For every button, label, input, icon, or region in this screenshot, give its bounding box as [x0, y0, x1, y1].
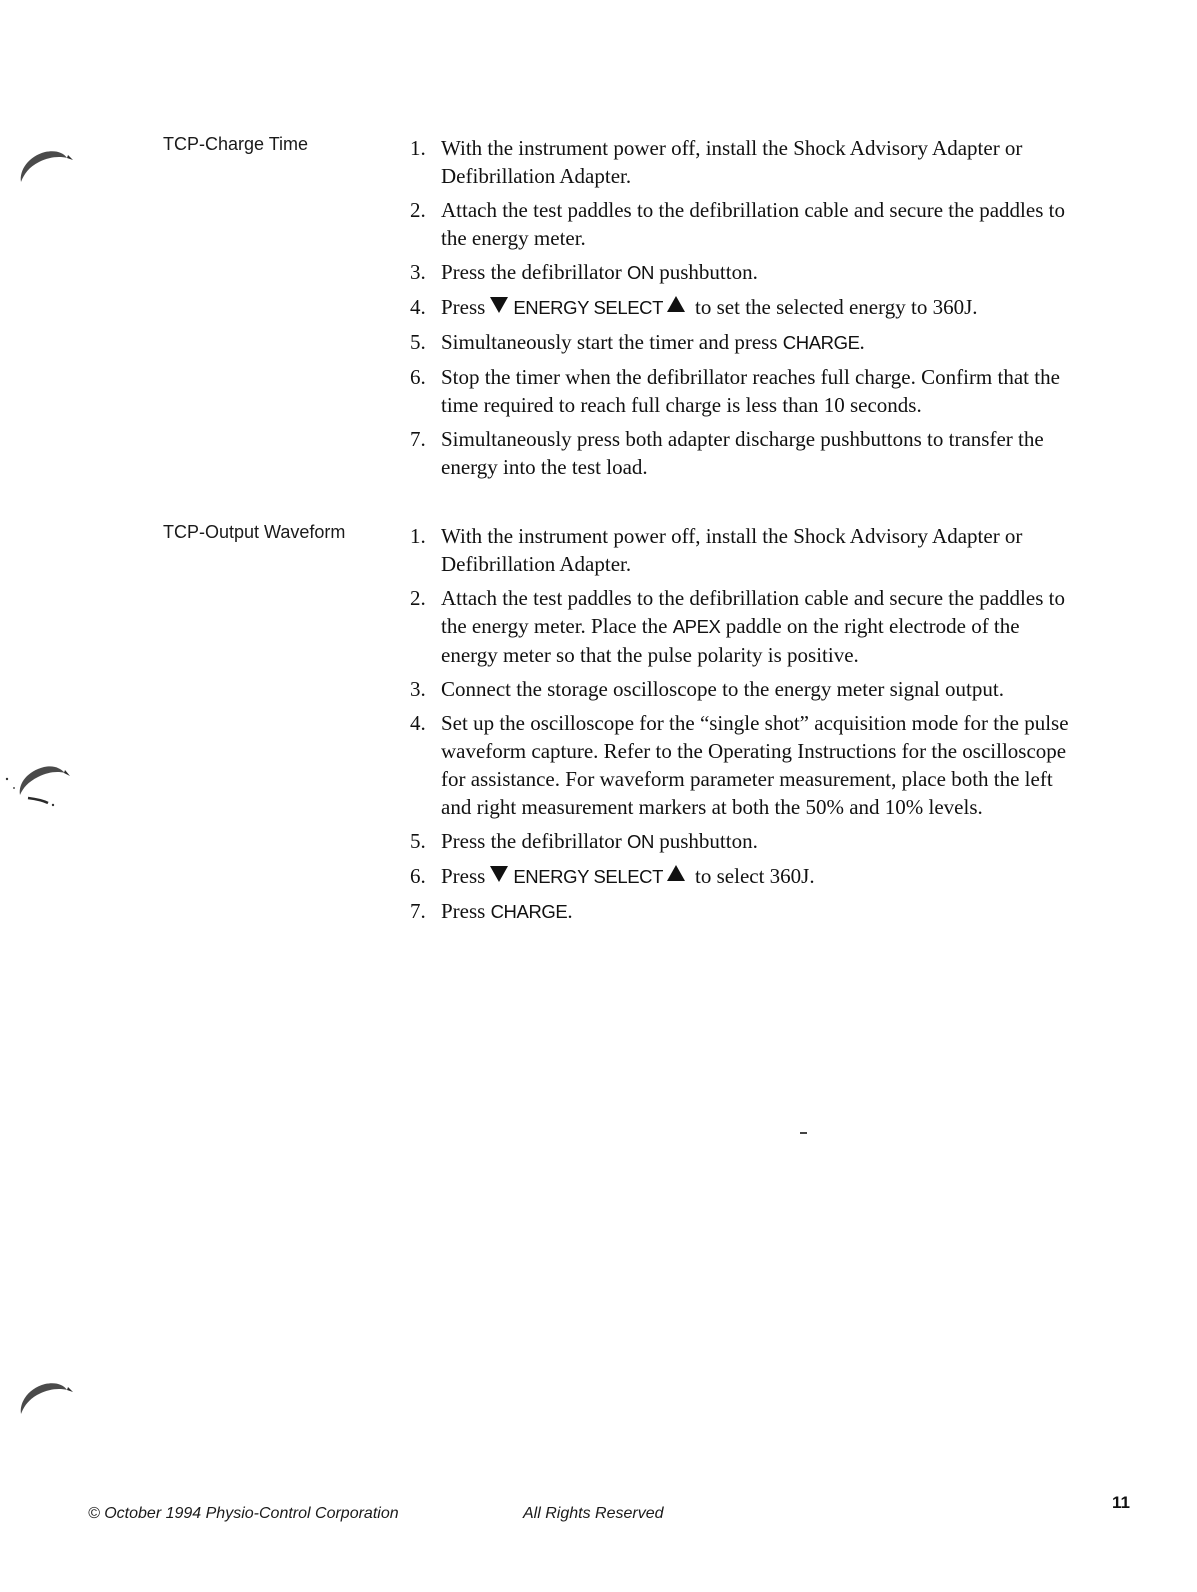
step-text	[441, 328, 1070, 357]
step-text-pre: Press	[441, 295, 486, 319]
step-text: Stop the timer when the defibrillator reaches full charge. Confirm that the time required to reach full charge is less than 10 seconds.	[441, 365, 1060, 417]
charge-time-steps	[410, 134, 1070, 487]
step-item	[410, 425, 1070, 481]
up-triangle-icon	[667, 296, 685, 312]
key-label-charge: CHARGE	[782, 332, 860, 353]
step-number: 2.	[410, 586, 426, 610]
step-number: 3.	[410, 260, 426, 284]
footer-copyright: © October 1994 Physio-Control Corporation	[88, 1505, 399, 1522]
step-number: 7.	[410, 427, 426, 451]
step-text: Simultaneously press both adapter discharge pushbuttons to transfer the energy into the test load.	[441, 427, 1044, 479]
key-label-on: ON	[627, 831, 654, 852]
step-item	[410, 196, 1070, 252]
step-text: Connect the storage oscilloscope to the energy meter signal output.	[441, 677, 1004, 701]
step-text-post: .	[859, 330, 865, 354]
key-label-energy-select: ENERGY SELECT	[513, 866, 664, 887]
step-number: 5.	[410, 829, 426, 853]
step-text-pre: Press	[441, 864, 486, 888]
step-number: 7.	[410, 899, 426, 923]
step-number: 1.	[410, 136, 426, 160]
step-text: Attach the test paddles to the defibrillation cable and secure the paddles to the energy meter.	[441, 198, 1065, 250]
step-item	[410, 675, 1070, 703]
step-text-pre: Attach the test paddles to the defibrillation cable and secure the paddles to the energy meter. Place the	[441, 586, 1065, 638]
step-number: 1.	[410, 524, 426, 548]
step-text-post: to select 360J.	[695, 864, 815, 888]
step-item	[410, 363, 1070, 419]
step-text: With the instrument power off, install the Shock Advisory Adapter or Defibrillation Adapter.	[441, 136, 1023, 188]
key-label-charge: CHARGE	[490, 901, 568, 922]
step-number: 2.	[410, 198, 426, 222]
step-item	[410, 827, 1070, 856]
step-number: 3.	[410, 677, 426, 701]
step-text	[441, 584, 1070, 669]
step-text: Set up the oscilloscope for the “single shot” acquisition mode for the pulse waveform capture. Refer to the Operating Instructions for the oscilloscope for assistance. For waveform parameter measurement, place both the left and right measurement markers at both the 50% and 10% levels.	[441, 711, 1069, 819]
step-item	[410, 258, 1070, 287]
step-text-post: to set the selected energy to 360J.	[695, 295, 978, 319]
step-item	[410, 584, 1070, 669]
step-text-pre: Press the defibrillator	[441, 260, 628, 284]
step-text: With the instrument power off, install the Shock Advisory Adapter or Defibrillation Adapter.	[441, 524, 1023, 576]
step-item	[410, 293, 1070, 322]
binder-hole-mark-middle	[2, 755, 72, 810]
step-text-post: pushbutton.	[654, 260, 758, 284]
page-number: 11	[1112, 1493, 1130, 1512]
step-item	[410, 862, 1070, 891]
step-number: 4.	[410, 711, 426, 735]
step-item	[410, 897, 1070, 926]
step-number: 4.	[410, 295, 426, 319]
step-item	[410, 328, 1070, 357]
down-triangle-icon	[490, 297, 508, 313]
scan-speck	[800, 1132, 807, 1134]
step-item	[410, 709, 1070, 821]
section-label-charge-time: TCP-Charge Time	[163, 134, 309, 154]
step-text-post: paddle on the right electrode of the energy meter so that the pulse polarity is positive.	[441, 614, 1020, 667]
step-text-post: pushbutton.	[654, 829, 758, 853]
step-text-pre: Simultaneously start the timer and press	[441, 330, 783, 354]
step-text	[441, 897, 1070, 926]
binder-hole-mark-top	[15, 140, 75, 190]
key-label-on: ON	[627, 262, 654, 283]
section-label-output-waveform: TCP-Output Waveform	[163, 522, 346, 542]
step-text-pre: Press	[441, 899, 491, 923]
key-label-apex: APEX	[672, 616, 721, 637]
step-item	[410, 134, 1070, 190]
step-number: 6.	[410, 365, 426, 389]
binder-hole-mark-bottom	[15, 1372, 75, 1422]
up-triangle-icon	[667, 865, 685, 881]
down-triangle-icon	[490, 866, 508, 882]
step-text	[441, 862, 1070, 891]
step-text-pre: Press the defibrillator	[441, 829, 628, 853]
step-text	[441, 258, 1070, 287]
step-text	[441, 827, 1070, 856]
footer-rights: All Rights Reserved	[523, 1505, 664, 1522]
output-waveform-steps	[410, 522, 1070, 932]
step-text	[441, 293, 1070, 322]
key-label-energy-select: ENERGY SELECT	[513, 297, 664, 318]
step-item	[410, 522, 1070, 578]
step-text-post: .	[567, 899, 573, 923]
step-number: 6.	[410, 864, 426, 888]
step-number: 5.	[410, 330, 426, 354]
